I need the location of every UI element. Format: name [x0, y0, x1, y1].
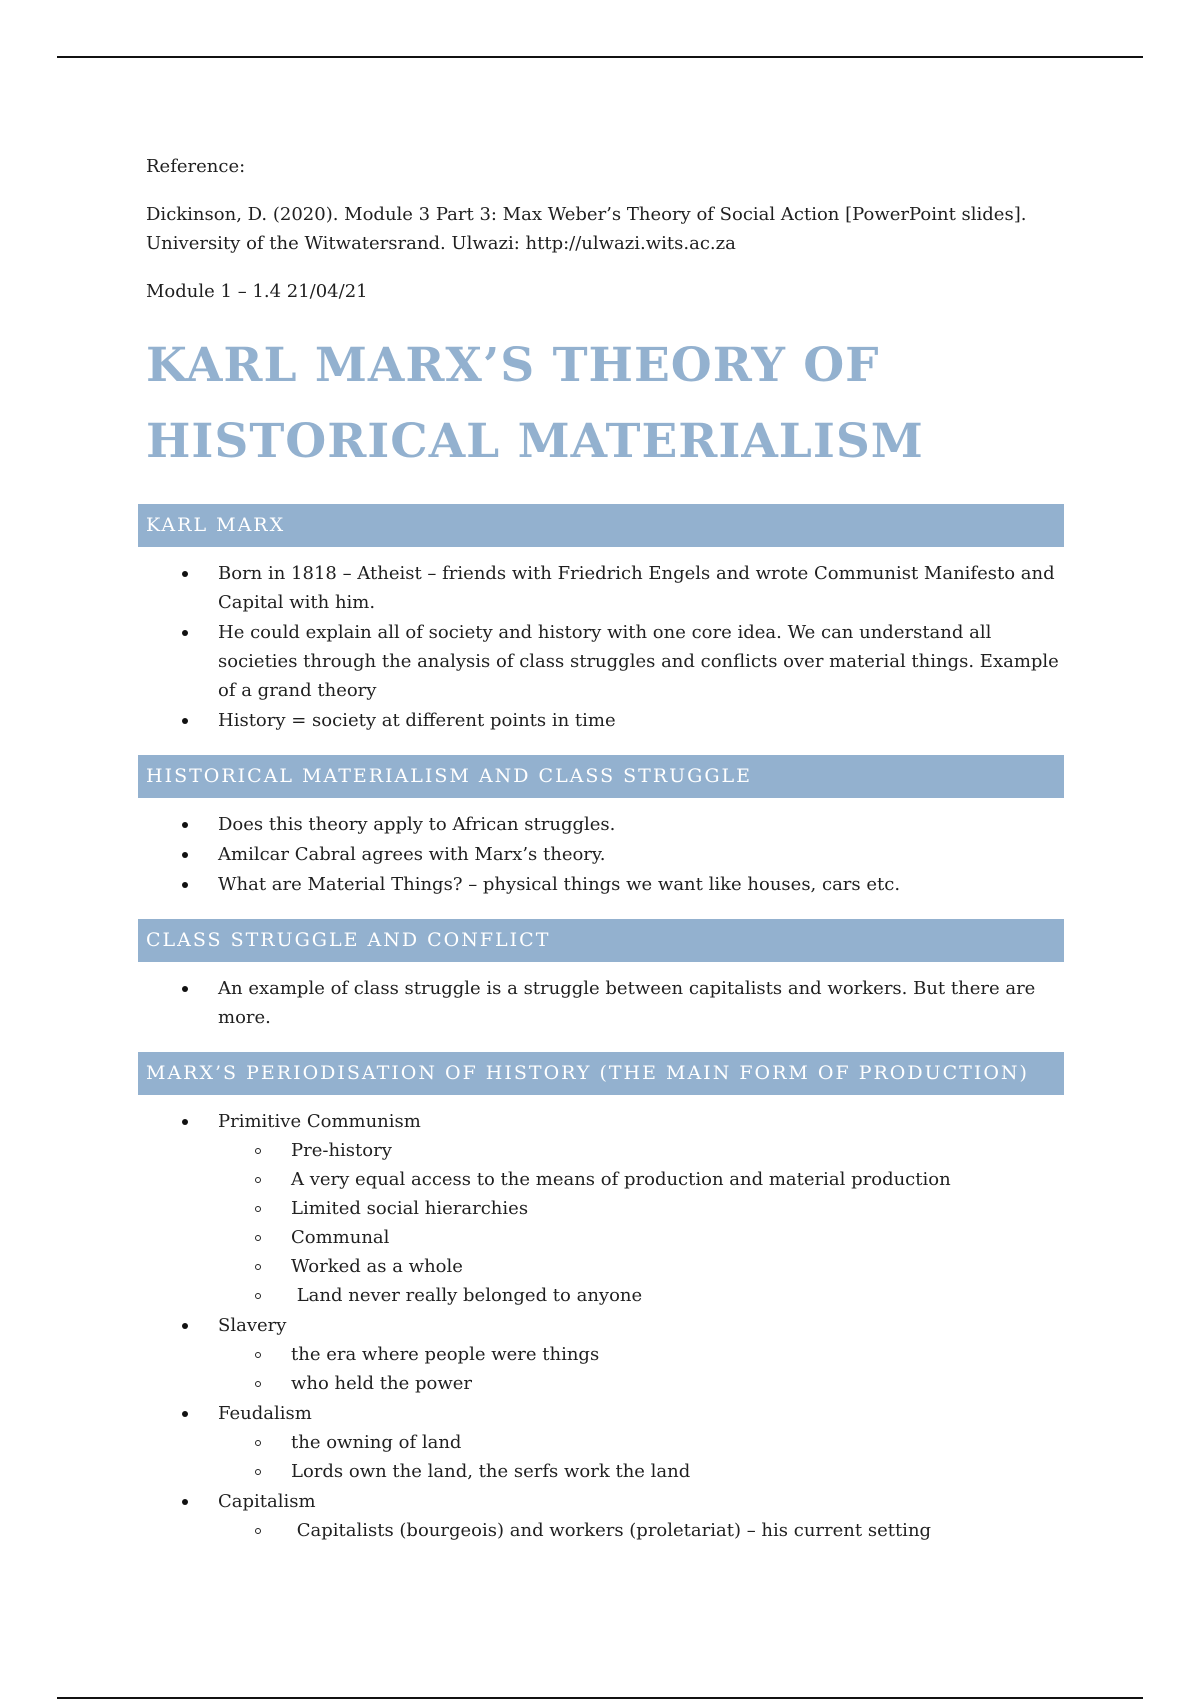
- list-item: [146, 1107, 1066, 1310]
- circle-bullet-icon: [255, 1469, 261, 1475]
- bullet-icon: [182, 1119, 188, 1125]
- bullet-icon: [182, 718, 188, 724]
- list-item-text: Primitive Communism: [218, 1111, 421, 1132]
- citation-line-1: Dickinson, D. (2020). Module 3 Part 3: Max Weber’s Theory of Social Action [PowerPoint slides].: [146, 204, 1027, 225]
- sub-list-item: [146, 1281, 1066, 1310]
- sub-list-item: [146, 1223, 1066, 1252]
- section-heading: HISTORICAL MATERIALISM AND CLASS STRUGGLE: [138, 755, 1064, 798]
- sub-list-item: [146, 1252, 1066, 1281]
- circle-bullet-icon: [255, 1528, 261, 1534]
- list-item: [146, 706, 1066, 735]
- title-line-2: HISTORICAL MATERIALISM: [146, 414, 924, 469]
- sections-container: [146, 504, 1066, 1545]
- title-line-1: KARL MARX’S THEORY OF: [146, 338, 880, 393]
- bullet-icon: [182, 986, 188, 992]
- sub-list: [218, 1340, 1066, 1398]
- sub-list-item: [146, 1428, 1066, 1457]
- sub-list-item: [146, 1136, 1066, 1165]
- circle-bullet-icon: [255, 1352, 261, 1358]
- list-item: [146, 1487, 1066, 1545]
- list-item-text: An example of class struggle is a struggle between capitalists and workers. But there are more.: [218, 978, 1036, 1028]
- sub-list-item-text: A very equal access to the means of production and material production: [291, 1169, 951, 1190]
- bullet-icon: [182, 1499, 188, 1505]
- list-item: [146, 1399, 1066, 1486]
- list-item: [146, 559, 1066, 617]
- document-page: [146, 152, 1066, 1565]
- circle-bullet-icon: [255, 1440, 261, 1446]
- reference-label: Reference:: [146, 156, 246, 177]
- bullet-list: [146, 810, 1066, 899]
- sub-list: [218, 1516, 1066, 1545]
- circle-bullet-icon: [255, 1206, 261, 1212]
- bullet-icon: [182, 571, 188, 577]
- section-heading: CLASS STRUGGLE AND CONFLICT: [138, 919, 1064, 962]
- sub-list-item-text: who held the power: [291, 1373, 473, 1394]
- bullet-icon: [182, 882, 188, 888]
- sub-list-item-text: Capitalists (bourgeois) and workers (proletariat) – his current setting: [291, 1520, 932, 1541]
- sub-list-item: [146, 1516, 1066, 1545]
- circle-bullet-icon: [255, 1148, 261, 1154]
- sub-list-item: [146, 1194, 1066, 1223]
- sub-list-item-text: the era where people were things: [291, 1344, 600, 1365]
- sub-list-item: [146, 1165, 1066, 1194]
- circle-bullet-icon: [255, 1264, 261, 1270]
- sub-list-item-text: Pre-history: [291, 1140, 392, 1161]
- bullet-list: [146, 974, 1066, 1032]
- sub-list-item-text: Communal: [291, 1227, 390, 1248]
- sub-list-item: [146, 1457, 1066, 1486]
- sub-list-item-text: Land never really belonged to anyone: [291, 1285, 643, 1306]
- bottom-rule: [57, 1697, 1143, 1699]
- sub-list-item: [146, 1340, 1066, 1369]
- circle-bullet-icon: [255, 1177, 261, 1183]
- list-item: [146, 870, 1066, 899]
- document-title: [146, 328, 1066, 480]
- circle-bullet-icon: [255, 1235, 261, 1241]
- list-item-text: Slavery: [218, 1315, 287, 1336]
- list-item-text: Born in 1818 – Atheist – friends with Friedrich Engels and wrote Communist Manifesto and Capital with him.: [218, 563, 1055, 613]
- list-item-text: What are Material Things? – physical things we want like houses, cars etc.: [218, 874, 901, 895]
- bullet-icon: [182, 852, 188, 858]
- module-line: Module 1 – 1.4 21/04/21: [146, 281, 368, 302]
- top-rule: [57, 56, 1143, 58]
- sub-list-item-text: Lords own the land, the serfs work the land: [291, 1461, 691, 1482]
- citation-line-2: University of the Witwatersrand. Ulwazi: http://ulwazi.wits.ac.za: [146, 233, 736, 254]
- bullet-list: [146, 1107, 1066, 1545]
- sub-list: [218, 1136, 1066, 1310]
- list-item: [146, 618, 1066, 705]
- bullet-icon: [182, 1411, 188, 1417]
- sub-list: [218, 1428, 1066, 1486]
- list-item: [146, 974, 1066, 1032]
- list-item-text: History = society at different points in time: [218, 710, 616, 731]
- reference-citation: [146, 200, 1066, 258]
- bullet-icon: [182, 1323, 188, 1329]
- circle-bullet-icon: [255, 1293, 261, 1299]
- list-item: [146, 810, 1066, 839]
- sub-list-item-text: Worked as a whole: [291, 1256, 463, 1277]
- list-item-text: Amilcar Cabral agrees with Marx’s theory.: [218, 844, 606, 865]
- sub-list-item: [146, 1369, 1066, 1398]
- section-heading: MARX’S PERIODISATION OF HISTORY (THE MAIN FORM OF PRODUCTION): [138, 1052, 1064, 1095]
- bullet-icon: [182, 822, 188, 828]
- list-item-text: Feudalism: [218, 1403, 312, 1424]
- circle-bullet-icon: [255, 1381, 261, 1387]
- list-item: [146, 1311, 1066, 1398]
- sub-list-item-text: the owning of land: [291, 1432, 462, 1453]
- bullet-list: [146, 559, 1066, 735]
- sub-list-item-text: Limited social hierarchies: [291, 1198, 529, 1219]
- list-item: [146, 840, 1066, 869]
- section-heading: KARL MARX: [138, 504, 1064, 547]
- list-item-text: Does this theory apply to African struggles.: [218, 814, 616, 835]
- list-item-text: Capitalism: [218, 1491, 316, 1512]
- list-item-text: He could explain all of society and history with one core idea. We can understand all societies through the analysis of class struggles and conflicts over material things. Example of a grand theory: [218, 622, 1059, 701]
- bullet-icon: [182, 630, 188, 636]
